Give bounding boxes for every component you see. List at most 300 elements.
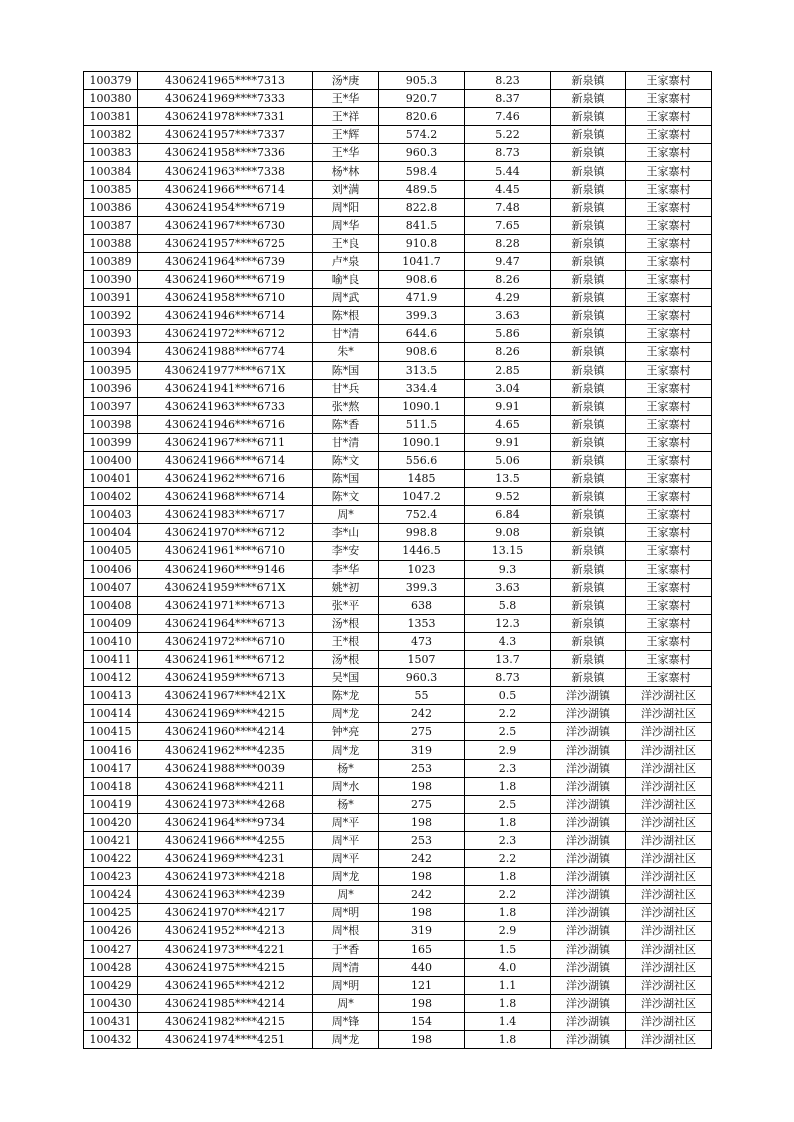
table-row <box>84 397 712 415</box>
table-row <box>84 904 712 922</box>
cell-town: 洋沙湖镇 <box>551 850 626 868</box>
cell-amount: 319 <box>379 922 465 940</box>
cell-id-number: 4306241961****6710 <box>138 542 313 560</box>
cell-row-id: 100427 <box>84 940 138 958</box>
cell-village: 王家寨村 <box>626 252 712 270</box>
cell-village: 王家寨村 <box>626 379 712 397</box>
cell-row-id: 100422 <box>84 850 138 868</box>
cell-name: 周*平 <box>313 813 379 831</box>
table-row <box>84 1012 712 1030</box>
cell-amount: 253 <box>379 831 465 849</box>
cell-row-id: 100421 <box>84 831 138 849</box>
cell-name: 周*武 <box>313 289 379 307</box>
cell-value: 6.84 <box>465 506 551 524</box>
cell-amount: 820.6 <box>379 108 465 126</box>
cell-amount: 198 <box>379 904 465 922</box>
cell-row-id: 100430 <box>84 994 138 1012</box>
cell-id-number: 4306241973****4218 <box>138 868 313 886</box>
cell-id-number: 4306241971****6713 <box>138 596 313 614</box>
table-row <box>84 886 712 904</box>
cell-id-number: 4306241975****4215 <box>138 958 313 976</box>
cell-amount: 908.6 <box>379 343 465 361</box>
cell-amount: 556.6 <box>379 451 465 469</box>
cell-name: 陈*龙 <box>313 687 379 705</box>
table-row <box>84 198 712 216</box>
cell-village: 王家寨村 <box>626 90 712 108</box>
cell-id-number: 4306241972****6710 <box>138 632 313 650</box>
cell-id-number: 4306241959****6713 <box>138 669 313 687</box>
cell-row-id: 100407 <box>84 578 138 596</box>
table-row <box>84 343 712 361</box>
cell-id-number: 4306241960****4214 <box>138 723 313 741</box>
cell-row-id: 100414 <box>84 705 138 723</box>
table-row <box>84 126 712 144</box>
cell-town: 洋沙湖镇 <box>551 886 626 904</box>
table-row <box>84 289 712 307</box>
table-body <box>84 72 712 1049</box>
cell-village: 王家寨村 <box>626 271 712 289</box>
cell-name: 钟*亮 <box>313 723 379 741</box>
cell-value: 4.45 <box>465 180 551 198</box>
cell-id-number: 4306241960****6719 <box>138 271 313 289</box>
cell-name: 周* <box>313 994 379 1012</box>
cell-id-number: 4306241967****421X <box>138 687 313 705</box>
cell-village: 王家寨村 <box>626 632 712 650</box>
cell-id-number: 4306241968****6714 <box>138 488 313 506</box>
cell-row-id: 100412 <box>84 669 138 687</box>
cell-amount: 253 <box>379 759 465 777</box>
cell-town: 新泉镇 <box>551 397 626 415</box>
cell-name: 甘*清 <box>313 325 379 343</box>
cell-name: 周*锋 <box>313 1012 379 1030</box>
cell-town: 新泉镇 <box>551 90 626 108</box>
cell-town: 新泉镇 <box>551 72 626 90</box>
cell-name: 周* <box>313 506 379 524</box>
cell-name: 陈*文 <box>313 451 379 469</box>
cell-name: 刘*满 <box>313 180 379 198</box>
cell-row-id: 100411 <box>84 651 138 669</box>
cell-row-id: 100394 <box>84 343 138 361</box>
cell-value: 1.8 <box>465 994 551 1012</box>
cell-village: 洋沙湖社区 <box>626 759 712 777</box>
cell-town: 洋沙湖镇 <box>551 976 626 994</box>
cell-value: 5.8 <box>465 596 551 614</box>
cell-value: 1.4 <box>465 1012 551 1030</box>
cell-amount: 334.4 <box>379 379 465 397</box>
cell-amount: 910.8 <box>379 234 465 252</box>
table-row <box>84 252 712 270</box>
cell-name: 张*熬 <box>313 397 379 415</box>
cell-village: 洋沙湖社区 <box>626 904 712 922</box>
cell-town: 新泉镇 <box>551 669 626 687</box>
cell-id-number: 4306241968****4211 <box>138 777 313 795</box>
cell-id-number: 4306241970****4217 <box>138 904 313 922</box>
table-row <box>84 777 712 795</box>
cell-village: 王家寨村 <box>626 325 712 343</box>
table-row <box>84 723 712 741</box>
cell-name: 甘*兵 <box>313 379 379 397</box>
cell-village: 洋沙湖社区 <box>626 741 712 759</box>
cell-town: 洋沙湖镇 <box>551 705 626 723</box>
cell-name: 喻*良 <box>313 271 379 289</box>
cell-name: 陈*文 <box>313 488 379 506</box>
cell-name: 王*辉 <box>313 126 379 144</box>
cell-value: 3.63 <box>465 307 551 325</box>
cell-amount: 1090.1 <box>379 433 465 451</box>
cell-name: 汤*根 <box>313 651 379 669</box>
cell-town: 新泉镇 <box>551 289 626 307</box>
cell-row-id: 100408 <box>84 596 138 614</box>
cell-row-id: 100410 <box>84 632 138 650</box>
cell-id-number: 4306241952****4213 <box>138 922 313 940</box>
cell-amount: 1041.7 <box>379 252 465 270</box>
cell-row-id: 100428 <box>84 958 138 976</box>
cell-village: 王家寨村 <box>626 614 712 632</box>
table-row <box>84 705 712 723</box>
cell-village: 洋沙湖社区 <box>626 886 712 904</box>
cell-name: 王*祥 <box>313 108 379 126</box>
table-row <box>84 669 712 687</box>
cell-row-id: 100380 <box>84 90 138 108</box>
cell-row-id: 100418 <box>84 777 138 795</box>
table-row <box>84 994 712 1012</box>
cell-value: 5.22 <box>465 126 551 144</box>
cell-value: 9.91 <box>465 397 551 415</box>
cell-name: 朱* <box>313 343 379 361</box>
cell-name: 李*山 <box>313 524 379 542</box>
table-row <box>84 940 712 958</box>
cell-amount: 1047.2 <box>379 488 465 506</box>
table-row <box>84 813 712 831</box>
cell-amount: 399.3 <box>379 307 465 325</box>
cell-value: 1.8 <box>465 904 551 922</box>
cell-value: 3.63 <box>465 578 551 596</box>
cell-id-number: 4306241988****0039 <box>138 759 313 777</box>
cell-village: 王家寨村 <box>626 433 712 451</box>
cell-id-number: 4306241983****6717 <box>138 506 313 524</box>
cell-id-number: 4306241959****671X <box>138 578 313 596</box>
cell-town: 洋沙湖镇 <box>551 687 626 705</box>
cell-row-id: 100384 <box>84 162 138 180</box>
table-row <box>84 632 712 650</box>
cell-id-number: 4306241958****6710 <box>138 289 313 307</box>
cell-town: 洋沙湖镇 <box>551 795 626 813</box>
cell-value: 9.52 <box>465 488 551 506</box>
cell-value: 13.15 <box>465 542 551 560</box>
cell-amount: 121 <box>379 976 465 994</box>
cell-town: 新泉镇 <box>551 415 626 433</box>
cell-amount: 275 <box>379 795 465 813</box>
cell-row-id: 100432 <box>84 1030 138 1048</box>
cell-town: 新泉镇 <box>551 126 626 144</box>
cell-amount: 242 <box>379 886 465 904</box>
cell-name: 周*平 <box>313 831 379 849</box>
cell-village: 洋沙湖社区 <box>626 777 712 795</box>
cell-id-number: 4306241946****6714 <box>138 307 313 325</box>
cell-row-id: 100401 <box>84 470 138 488</box>
cell-amount: 198 <box>379 1030 465 1048</box>
cell-value: 2.2 <box>465 886 551 904</box>
cell-row-id: 100416 <box>84 741 138 759</box>
cell-amount: 598.4 <box>379 162 465 180</box>
cell-value: 8.73 <box>465 144 551 162</box>
cell-row-id: 100392 <box>84 307 138 325</box>
table-row <box>84 1030 712 1048</box>
cell-village: 王家寨村 <box>626 669 712 687</box>
cell-name: 汤*根 <box>313 614 379 632</box>
cell-value: 9.3 <box>465 560 551 578</box>
cell-name: 周*龙 <box>313 705 379 723</box>
cell-village: 洋沙湖社区 <box>626 1030 712 1048</box>
cell-amount: 55 <box>379 687 465 705</box>
cell-row-id: 100426 <box>84 922 138 940</box>
cell-town: 洋沙湖镇 <box>551 940 626 958</box>
cell-row-id: 100415 <box>84 723 138 741</box>
cell-id-number: 4306241965****7313 <box>138 72 313 90</box>
cell-id-number: 4306241958****7336 <box>138 144 313 162</box>
cell-id-number: 4306241985****4214 <box>138 994 313 1012</box>
cell-value: 1.8 <box>465 868 551 886</box>
cell-value: 13.5 <box>465 470 551 488</box>
cell-value: 7.65 <box>465 216 551 234</box>
cell-id-number: 4306241964****9734 <box>138 813 313 831</box>
cell-town: 新泉镇 <box>551 307 626 325</box>
cell-village: 洋沙湖社区 <box>626 813 712 831</box>
cell-town: 洋沙湖镇 <box>551 759 626 777</box>
cell-row-id: 100413 <box>84 687 138 705</box>
cell-id-number: 4306241954****6719 <box>138 198 313 216</box>
cell-amount: 1485 <box>379 470 465 488</box>
cell-value: 8.26 <box>465 271 551 289</box>
cell-value: 8.73 <box>465 669 551 687</box>
cell-row-id: 100390 <box>84 271 138 289</box>
cell-name: 周*龙 <box>313 1030 379 1048</box>
table-row <box>84 596 712 614</box>
cell-town: 洋沙湖镇 <box>551 723 626 741</box>
cell-value: 2.5 <box>465 723 551 741</box>
cell-village: 王家寨村 <box>626 72 712 90</box>
cell-value: 2.9 <box>465 741 551 759</box>
cell-village: 洋沙湖社区 <box>626 723 712 741</box>
cell-town: 新泉镇 <box>551 433 626 451</box>
cell-id-number: 4306241969****7333 <box>138 90 313 108</box>
table-row <box>84 379 712 397</box>
cell-town: 洋沙湖镇 <box>551 904 626 922</box>
cell-value: 0.5 <box>465 687 551 705</box>
cell-town: 新泉镇 <box>551 596 626 614</box>
cell-name: 王*根 <box>313 632 379 650</box>
cell-town: 新泉镇 <box>551 651 626 669</box>
cell-value: 2.2 <box>465 705 551 723</box>
cell-row-id: 100419 <box>84 795 138 813</box>
table-row <box>84 560 712 578</box>
cell-amount: 1353 <box>379 614 465 632</box>
cell-town: 新泉镇 <box>551 180 626 198</box>
cell-row-id: 100429 <box>84 976 138 994</box>
cell-value: 2.2 <box>465 850 551 868</box>
cell-amount: 908.6 <box>379 271 465 289</box>
cell-value: 1.8 <box>465 813 551 831</box>
cell-value: 8.37 <box>465 90 551 108</box>
cell-id-number: 4306241969****4215 <box>138 705 313 723</box>
cell-name: 周*龙 <box>313 868 379 886</box>
table-row <box>84 488 712 506</box>
cell-amount: 198 <box>379 777 465 795</box>
cell-name: 周*龙 <box>313 741 379 759</box>
table-row <box>84 180 712 198</box>
cell-row-id: 100405 <box>84 542 138 560</box>
cell-row-id: 100399 <box>84 433 138 451</box>
cell-village: 王家寨村 <box>626 108 712 126</box>
cell-village: 王家寨村 <box>626 542 712 560</box>
cell-id-number: 4306241965****4212 <box>138 976 313 994</box>
cell-amount: 822.8 <box>379 198 465 216</box>
cell-village: 王家寨村 <box>626 451 712 469</box>
cell-amount: 920.7 <box>379 90 465 108</box>
cell-id-number: 4306241957****6725 <box>138 234 313 252</box>
cell-id-number: 4306241973****4221 <box>138 940 313 958</box>
cell-id-number: 4306241957****7337 <box>138 126 313 144</box>
cell-village: 洋沙湖社区 <box>626 795 712 813</box>
cell-name: 陈*香 <box>313 415 379 433</box>
cell-village: 王家寨村 <box>626 524 712 542</box>
cell-amount: 313.5 <box>379 361 465 379</box>
table-row <box>84 759 712 777</box>
cell-village: 洋沙湖社区 <box>626 1012 712 1030</box>
cell-name: 周*平 <box>313 850 379 868</box>
cell-id-number: 4306241973****4268 <box>138 795 313 813</box>
cell-row-id: 100395 <box>84 361 138 379</box>
cell-village: 洋沙湖社区 <box>626 705 712 723</box>
cell-value: 8.28 <box>465 234 551 252</box>
cell-row-id: 100391 <box>84 289 138 307</box>
cell-id-number: 4306241978****7331 <box>138 108 313 126</box>
cell-value: 3.04 <box>465 379 551 397</box>
cell-town: 洋沙湖镇 <box>551 831 626 849</box>
cell-name: 周*明 <box>313 904 379 922</box>
table-row <box>84 415 712 433</box>
cell-town: 新泉镇 <box>551 488 626 506</box>
cell-village: 王家寨村 <box>626 198 712 216</box>
cell-town: 新泉镇 <box>551 451 626 469</box>
cell-value: 4.0 <box>465 958 551 976</box>
cell-town: 洋沙湖镇 <box>551 777 626 795</box>
cell-village: 王家寨村 <box>626 289 712 307</box>
table-row <box>84 651 712 669</box>
cell-id-number: 4306241966****4255 <box>138 831 313 849</box>
cell-amount: 198 <box>379 813 465 831</box>
cell-name: 汤*庚 <box>313 72 379 90</box>
cell-town: 新泉镇 <box>551 216 626 234</box>
cell-town: 洋沙湖镇 <box>551 1012 626 1030</box>
table-row <box>84 506 712 524</box>
cell-row-id: 100387 <box>84 216 138 234</box>
cell-value: 1.8 <box>465 777 551 795</box>
cell-name: 王*华 <box>313 90 379 108</box>
table-row <box>84 162 712 180</box>
cell-row-id: 100417 <box>84 759 138 777</box>
cell-id-number: 4306241974****4251 <box>138 1030 313 1048</box>
table-row <box>84 524 712 542</box>
cell-amount: 242 <box>379 705 465 723</box>
table-row <box>84 578 712 596</box>
cell-town: 新泉镇 <box>551 524 626 542</box>
cell-row-id: 100404 <box>84 524 138 542</box>
table-row <box>84 795 712 813</box>
data-table <box>83 71 712 1049</box>
table-row <box>84 307 712 325</box>
table-row <box>84 614 712 632</box>
cell-name: 周*华 <box>313 216 379 234</box>
cell-village: 王家寨村 <box>626 361 712 379</box>
cell-name: 周*根 <box>313 922 379 940</box>
cell-village: 王家寨村 <box>626 234 712 252</box>
cell-amount: 275 <box>379 723 465 741</box>
table-row <box>84 958 712 976</box>
cell-village: 王家寨村 <box>626 560 712 578</box>
cell-village: 王家寨村 <box>626 397 712 415</box>
cell-town: 新泉镇 <box>551 108 626 126</box>
cell-value: 2.85 <box>465 361 551 379</box>
cell-id-number: 4306241962****4235 <box>138 741 313 759</box>
cell-row-id: 100383 <box>84 144 138 162</box>
cell-row-id: 100420 <box>84 813 138 831</box>
cell-town: 洋沙湖镇 <box>551 1030 626 1048</box>
table-row <box>84 72 712 90</box>
cell-amount: 1507 <box>379 651 465 669</box>
cell-village: 王家寨村 <box>626 343 712 361</box>
cell-town: 新泉镇 <box>551 234 626 252</box>
cell-village: 洋沙湖社区 <box>626 922 712 940</box>
cell-value: 4.65 <box>465 415 551 433</box>
cell-name: 于*香 <box>313 940 379 958</box>
cell-village: 王家寨村 <box>626 307 712 325</box>
cell-amount: 1023 <box>379 560 465 578</box>
cell-value: 2.3 <box>465 759 551 777</box>
cell-row-id: 100398 <box>84 415 138 433</box>
table-row <box>84 976 712 994</box>
cell-id-number: 4306241964****6739 <box>138 252 313 270</box>
cell-town: 新泉镇 <box>551 578 626 596</box>
cell-amount: 489.5 <box>379 180 465 198</box>
cell-id-number: 4306241966****6714 <box>138 180 313 198</box>
cell-value: 7.48 <box>465 198 551 216</box>
cell-value: 1.8 <box>465 1030 551 1048</box>
table-row <box>84 831 712 849</box>
cell-town: 洋沙湖镇 <box>551 958 626 976</box>
table-row <box>84 542 712 560</box>
cell-town: 新泉镇 <box>551 632 626 650</box>
cell-amount: 752.4 <box>379 506 465 524</box>
cell-value: 5.44 <box>465 162 551 180</box>
cell-value: 2.3 <box>465 831 551 849</box>
cell-row-id: 100423 <box>84 868 138 886</box>
cell-amount: 242 <box>379 850 465 868</box>
cell-value: 4.29 <box>465 289 551 307</box>
cell-name: 陈*国 <box>313 361 379 379</box>
cell-name: 张*平 <box>313 596 379 614</box>
cell-row-id: 100402 <box>84 488 138 506</box>
cell-amount: 960.3 <box>379 669 465 687</box>
cell-id-number: 4306241963****7338 <box>138 162 313 180</box>
cell-row-id: 100396 <box>84 379 138 397</box>
cell-value: 8.23 <box>465 72 551 90</box>
cell-village: 王家寨村 <box>626 651 712 669</box>
cell-town: 新泉镇 <box>551 542 626 560</box>
cell-village: 王家寨村 <box>626 162 712 180</box>
cell-amount: 638 <box>379 596 465 614</box>
table-row <box>84 234 712 252</box>
